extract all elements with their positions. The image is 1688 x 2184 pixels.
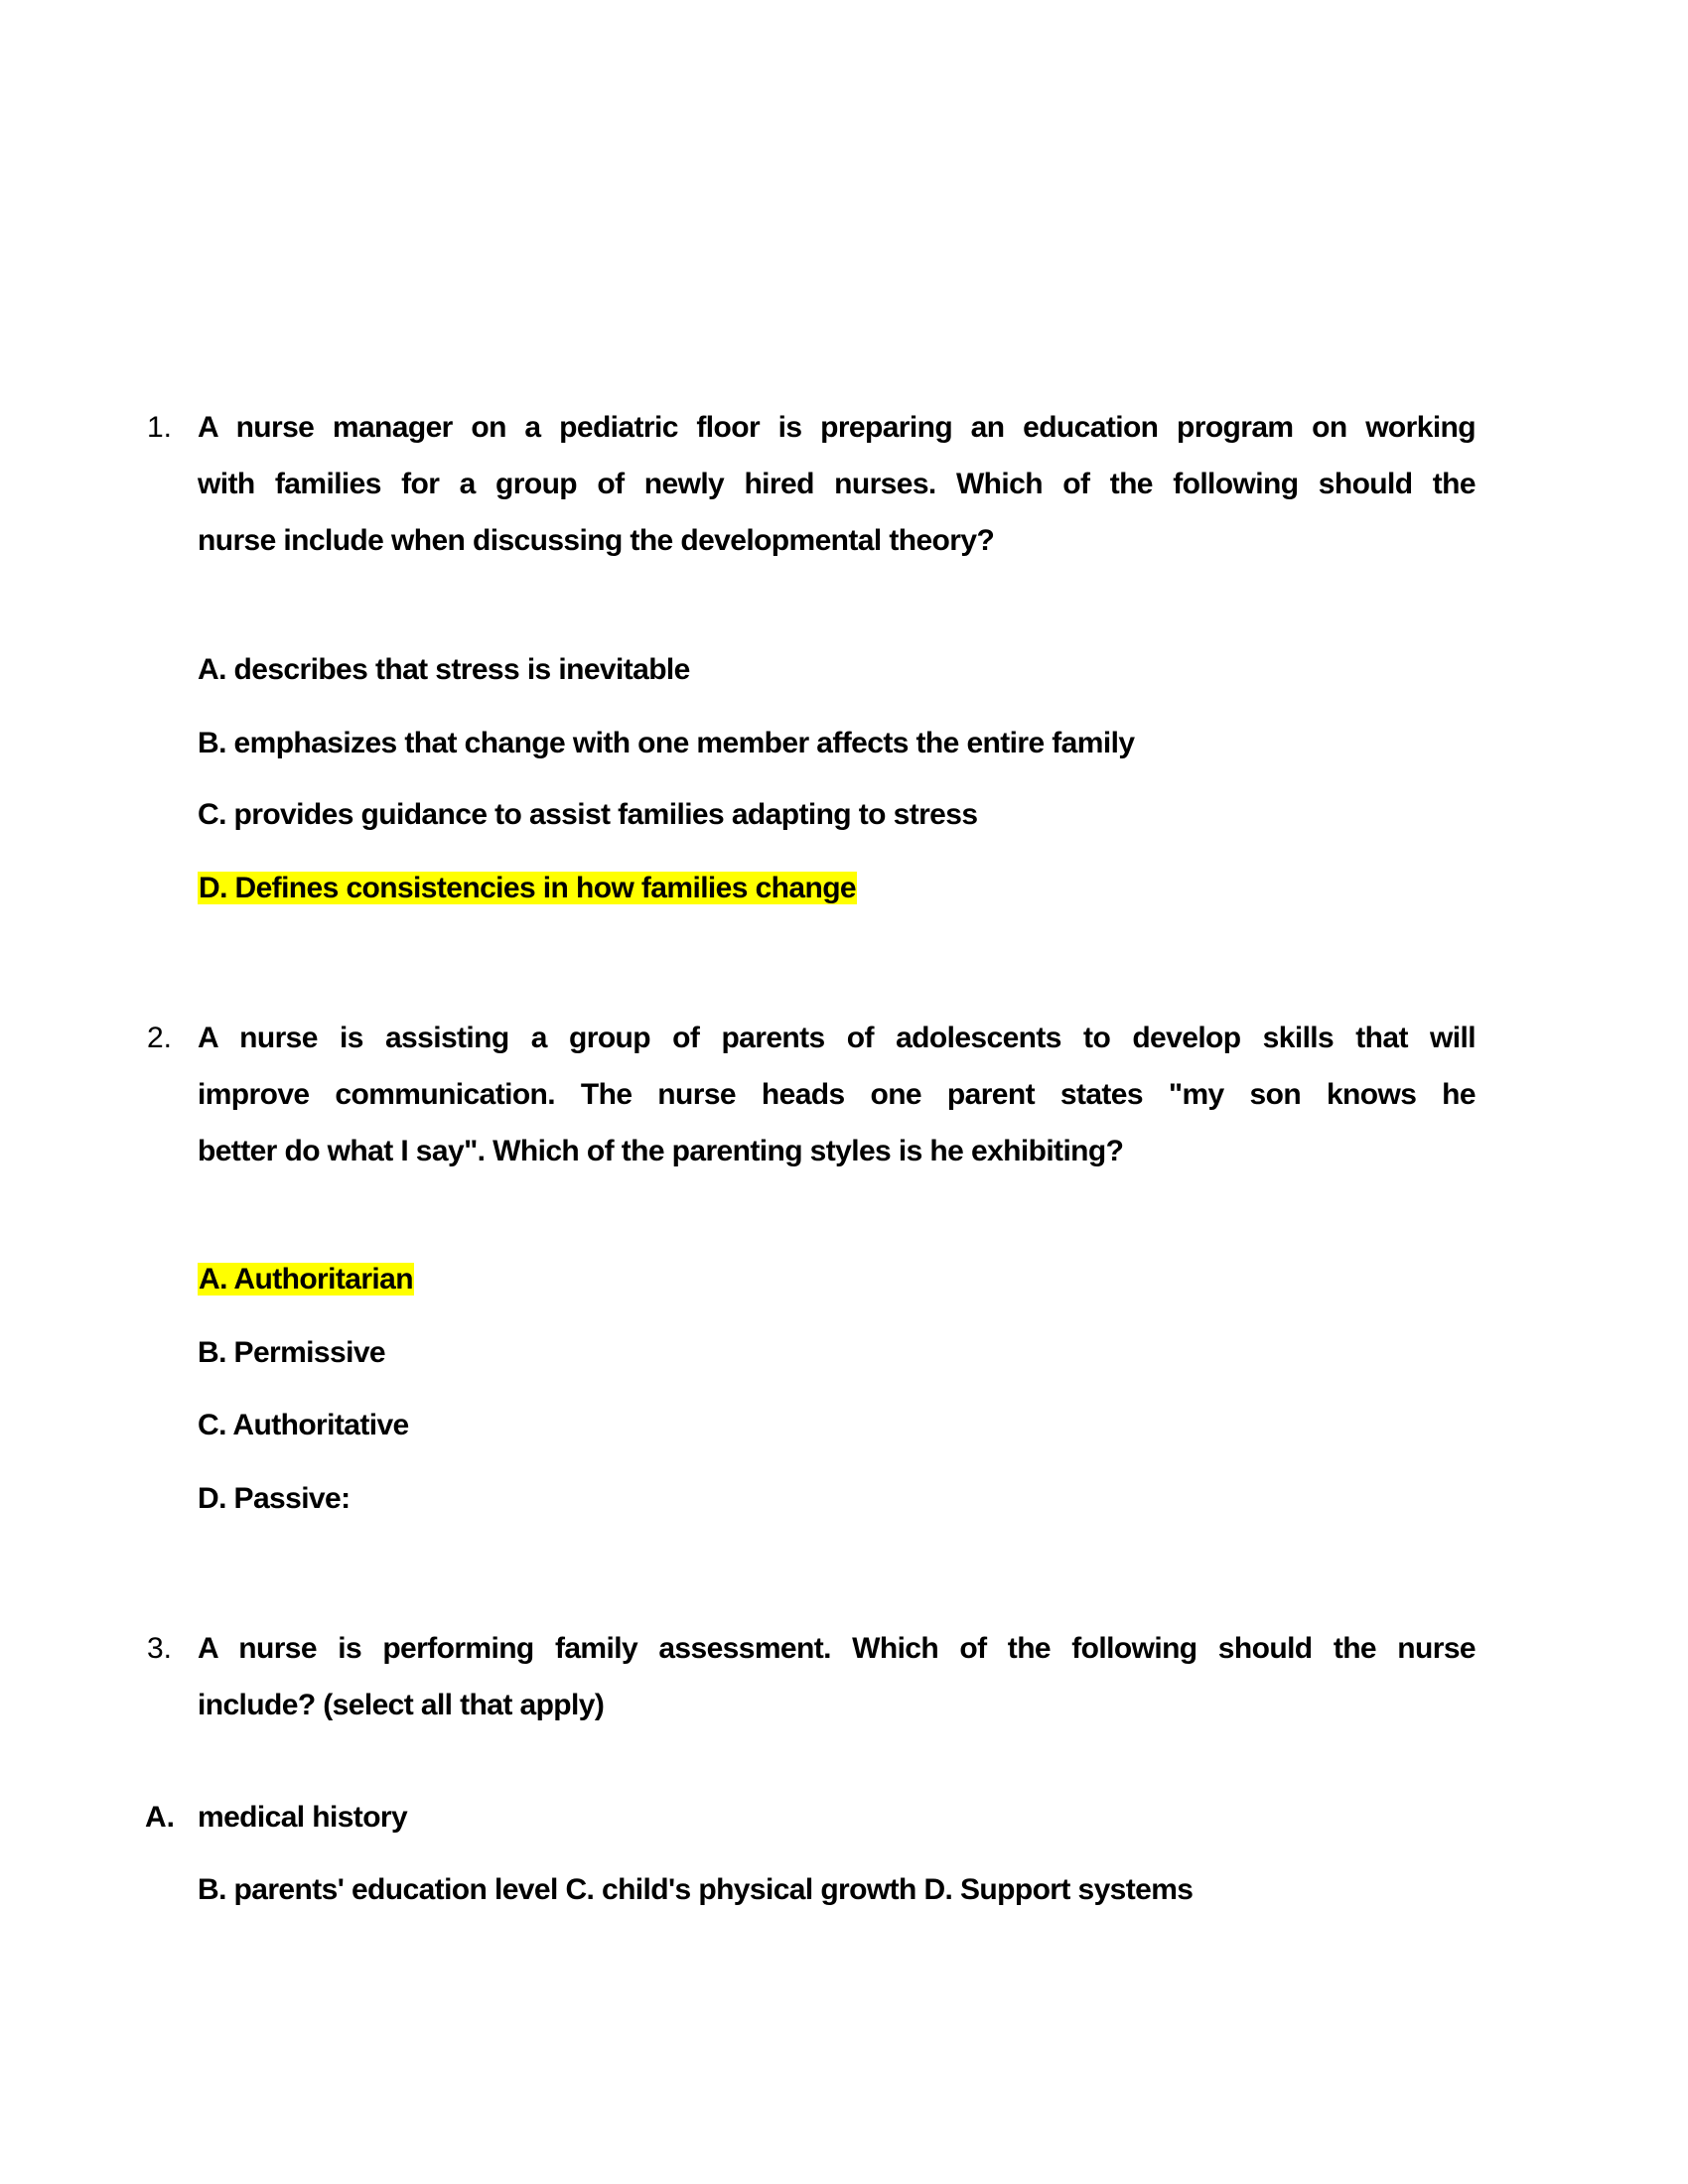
question-number: 1.: [147, 411, 173, 444]
question-text-line: improve communication. The nurse heads one parent states "my son knows he: [198, 1078, 1476, 1111]
question-text-line: A nurse is performing family assessment. Which of the following should the nurse: [198, 1632, 1476, 1665]
question-text-line: A nurse manager on a pediatric floor is preparing an education program on working: [198, 411, 1476, 444]
answer-option-d-highlighted: D. Defines consistencies in how families change: [199, 872, 857, 904]
question-text-line: A nurse is assisting a group of parents of adolescents to develop skills that will: [198, 1022, 1476, 1054]
question-number: 3.: [147, 1632, 173, 1665]
answer-option-c: C. provides guidance to assist families adapting to stress: [198, 798, 978, 831]
answer-option-a: medical history: [198, 1801, 408, 1834]
answer-option-b: B. Permissive: [198, 1336, 385, 1369]
answer-option-a-label: A.: [145, 1801, 175, 1834]
answer-options-b-c-d: B. parents' education level C. child's physical growth D. Support systems: [198, 1873, 1194, 1906]
answer-option-c: C. Authoritative: [198, 1409, 409, 1441]
question-text-line: include? (select all that apply): [198, 1689, 605, 1721]
answer-option-b: B. emphasizes that change with one member affects the entire family: [198, 727, 1135, 759]
question-text-line: better do what I say". Which of the parenting styles is he exhibiting?: [198, 1135, 1124, 1167]
answer-option-a: A. describes that stress is inevitable: [198, 653, 690, 686]
question-number: 2.: [147, 1022, 173, 1054]
answer-option-d: D. Passive:: [198, 1482, 351, 1515]
question-text-line: nurse include when discussing the developmental theory?: [198, 524, 995, 557]
answer-option-a-highlighted: A. Authoritarian: [199, 1263, 413, 1296]
question-text-line: with families for a group of newly hired nurses. Which of the following should the: [198, 468, 1476, 500]
